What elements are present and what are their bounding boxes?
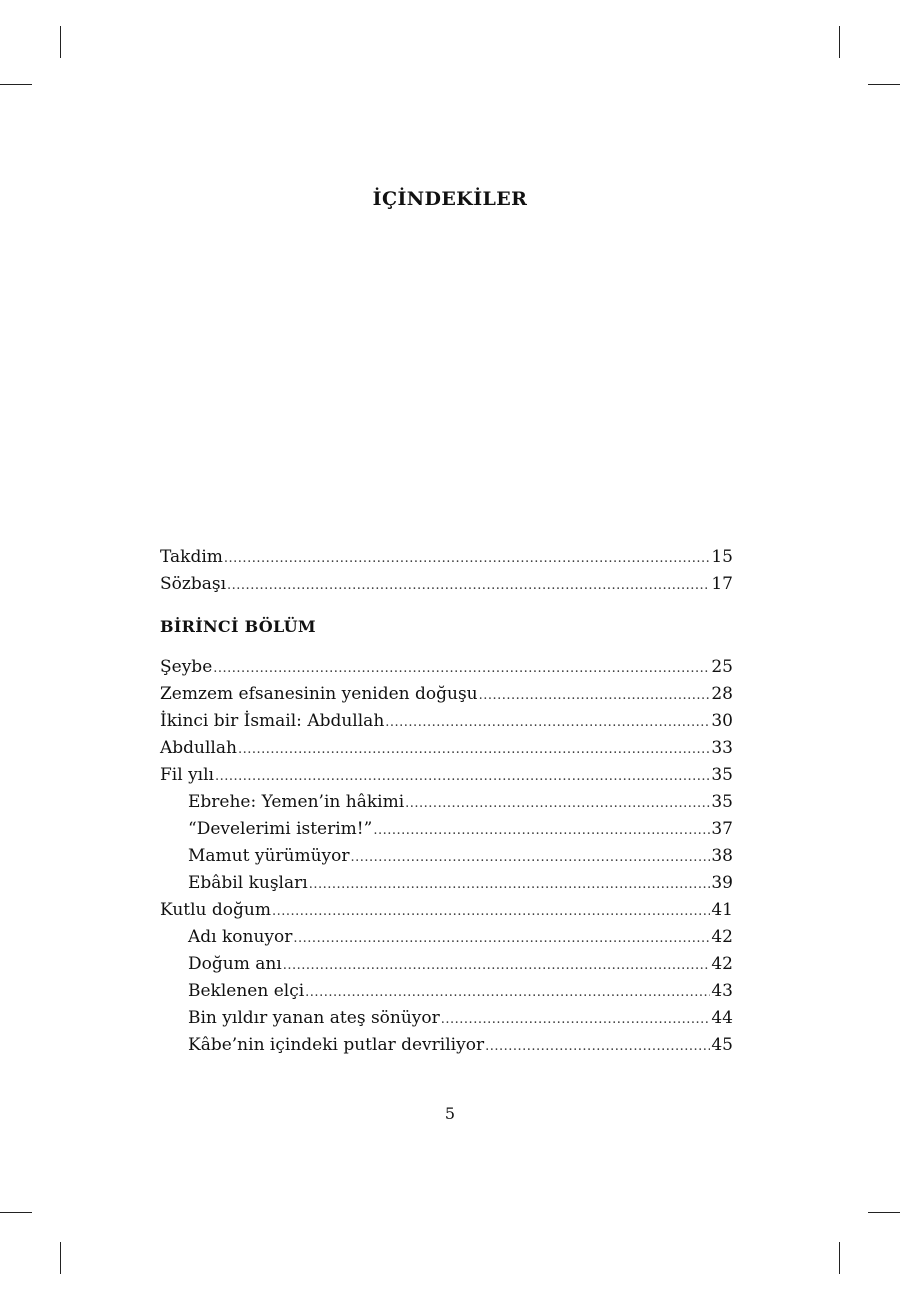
dot-leader <box>479 682 711 709</box>
dot-leader <box>227 572 710 599</box>
toc-entry-page: 42 <box>711 927 733 947</box>
toc-entry-page: 35 <box>711 765 733 785</box>
toc-entry-label: Abdullah <box>160 738 237 758</box>
toc-entry-page: 39 <box>711 873 733 893</box>
toc-entry-label: Kâbe’nin içindeki putlar devriliyor <box>188 1035 485 1055</box>
toc-entry[interactable] <box>160 681 733 708</box>
dot-leader <box>309 871 711 898</box>
toc-entry-label: Ebâbil kuşları <box>188 873 308 893</box>
dot-leader <box>485 1033 710 1060</box>
dot-leader <box>283 952 711 979</box>
dot-leader <box>272 898 710 925</box>
toc-entry-label: Ebrehe: Yemen’in hâkimi <box>188 792 405 812</box>
toc-entry-label: Sözbaşı <box>160 574 227 594</box>
crop-mark-bottom-right <box>839 1242 840 1274</box>
toc-entry-page: 42 <box>711 954 733 974</box>
crop-mark-bottom-left <box>0 1212 32 1213</box>
toc-entry-page: 33 <box>711 738 733 758</box>
crop-mark-bottom-right <box>868 1212 900 1213</box>
toc-subentry[interactable] <box>160 1032 733 1059</box>
toc-entry-page: 25 <box>711 657 733 677</box>
toc-subentry[interactable] <box>160 816 733 843</box>
toc-entry[interactable] <box>160 762 733 789</box>
toc-entry-page: 30 <box>711 711 733 731</box>
toc-entry-page: 41 <box>711 900 733 920</box>
toc-entry[interactable] <box>160 654 733 681</box>
crop-mark-top-left <box>0 84 32 85</box>
toc-subentry[interactable] <box>160 870 733 897</box>
dot-leader <box>224 545 710 572</box>
dot-leader <box>238 736 710 763</box>
dot-leader <box>405 790 710 817</box>
toc-entry-label: Mamut yürümüyor <box>188 846 350 866</box>
toc-entry-page: 15 <box>711 547 733 567</box>
dot-leader <box>373 817 710 844</box>
toc-subentry[interactable] <box>160 978 733 1005</box>
dot-leader <box>305 979 710 1006</box>
toc-entry-label: Adı konuyor <box>188 927 293 947</box>
dot-leader <box>215 763 710 790</box>
toc-entry-page: 38 <box>711 846 733 866</box>
crop-mark-top-right <box>868 84 900 85</box>
toc-subentry[interactable] <box>160 789 733 816</box>
contents-heading: İÇİNDEKİLER <box>372 188 528 210</box>
crop-mark-top-left <box>60 26 61 58</box>
toc-entry-label: Beklenen elçi <box>188 981 305 1001</box>
toc-entry-label: Bin yıldır yanan ateş sönüyor <box>188 1008 440 1028</box>
table-of-contents <box>160 544 733 1059</box>
toc-entry[interactable] <box>160 708 733 735</box>
toc-subentry[interactable] <box>160 843 733 870</box>
toc-entry-label: Kutlu doğum <box>160 900 271 920</box>
toc-entry-label: Şeybe <box>160 657 213 677</box>
toc-entry[interactable] <box>160 735 733 762</box>
toc-entry-page: 37 <box>711 819 733 839</box>
crop-mark-top-right <box>839 26 840 58</box>
toc-entry-label: Takdim <box>160 547 223 567</box>
section-heading: BİRİNCİ BÖLÜM <box>160 617 316 636</box>
toc-entry-page: 44 <box>711 1008 733 1028</box>
dot-leader <box>441 1006 711 1033</box>
dot-leader <box>293 925 710 952</box>
toc-entry-label: İkinci bir İsmail: Abdullah <box>160 711 385 731</box>
toc-entry[interactable] <box>160 544 733 571</box>
toc-entry-label: Zemzem efsanesinin yeniden doğuşu <box>160 684 478 704</box>
toc-entry-label: Doğum anı <box>188 954 282 974</box>
toc-entry-page: 45 <box>711 1035 733 1055</box>
toc-entry[interactable] <box>160 897 733 924</box>
toc-subentry[interactable] <box>160 951 733 978</box>
toc-subentry[interactable] <box>160 924 733 951</box>
dot-leader <box>351 844 711 871</box>
crop-mark-bottom-left <box>60 1242 61 1274</box>
toc-entry-page: 35 <box>711 792 733 812</box>
toc-entry-label: “Develerimi isterim!” <box>188 819 373 839</box>
toc-subentry[interactable] <box>160 1005 733 1032</box>
toc-entry-page: 43 <box>711 981 733 1001</box>
page-number: 5 <box>444 1104 456 1123</box>
toc-entry-page: 28 <box>711 684 733 704</box>
toc-entry-label: Fil yılı <box>160 765 214 785</box>
toc-entry-page: 17 <box>711 574 733 594</box>
dot-leader <box>213 655 710 682</box>
dot-leader <box>385 709 710 736</box>
toc-entry[interactable] <box>160 571 733 598</box>
